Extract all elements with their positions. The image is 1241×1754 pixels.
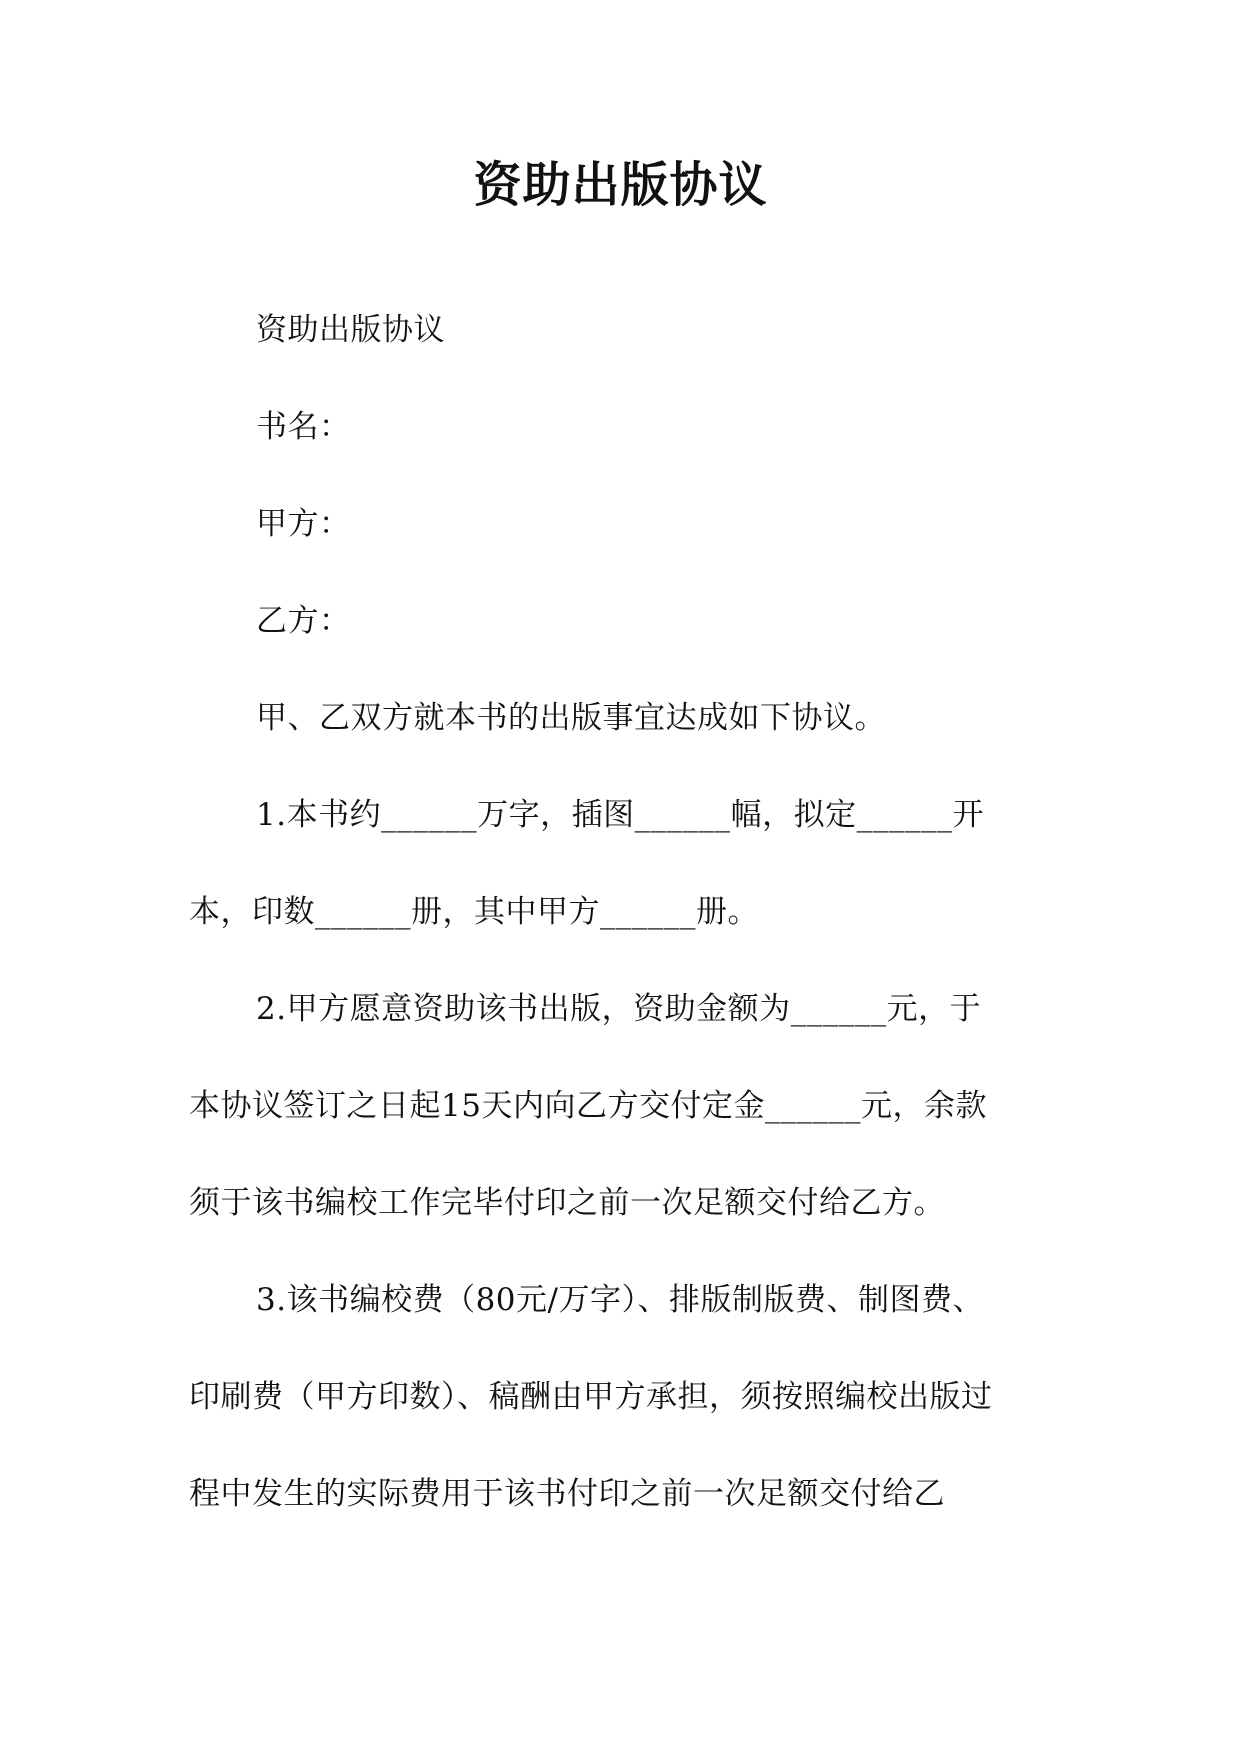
- body-line-party-b: 乙方：: [256, 603, 351, 639]
- body-line-subtitle: 资助出版协议: [256, 312, 445, 348]
- body-line-clause-1-a: 1.本书约______万字，插图______幅，拟定______开: [256, 797, 985, 833]
- body-line-clause-1-b: 本，印数______册，其中甲方______册。: [189, 894, 759, 930]
- body-line-clause-2-c: 须于该书编校工作完毕付印之前一次足额交付给乙方。: [189, 1185, 945, 1221]
- document-title: 资助出版协议: [473, 157, 768, 213]
- body-line-agreement-intro: 甲、乙双方就本书的出版事宜达成如下协议。: [256, 700, 886, 736]
- body-line-clause-3-c: 程中发生的实际费用于该书付印之前一次足额交付给乙: [189, 1476, 945, 1512]
- body-line-book-name: 书名：: [256, 409, 351, 445]
- body-line-party-a: 甲方：: [256, 506, 351, 542]
- body-line-clause-2-b: 本协议签订之日起15天内向乙方交付定金______元，余款: [189, 1088, 987, 1124]
- body-line-clause-3-b: 印刷费（甲方印数）、稿酬由甲方承担，须按照编校出版过: [189, 1379, 993, 1415]
- body-line-clause-3-a: 3.该书编校费（80元/万字）、排版制版费、制图费、: [256, 1282, 984, 1318]
- body-line-clause-2-a: 2.甲方愿意资助该书出版，资助金额为______元，于: [256, 991, 982, 1027]
